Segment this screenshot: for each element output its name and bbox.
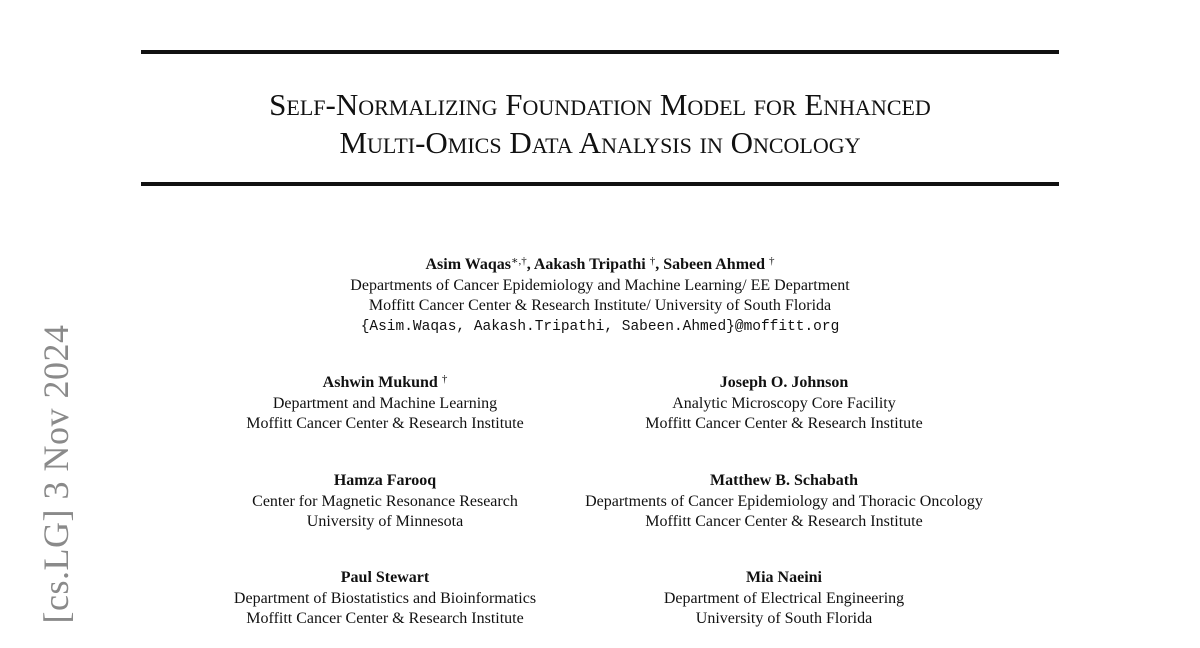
author-department: Center for Magnetic Resonance Research (252, 492, 518, 510)
author-block (540, 568, 1028, 630)
paper-title-line-2: Multi-Omics Data Analysis in Oncology (339, 125, 861, 160)
author-block (170, 373, 600, 435)
title-bottom-rule (141, 182, 1059, 186)
author-department: Department of Electrical Engineering (663, 589, 905, 607)
arxiv-side-stamp: [cs.LG] 3 Nov 2024 (36, 324, 76, 624)
author-department: Department and Machine Learning (272, 394, 498, 412)
title-top-rule (141, 50, 1059, 54)
author-name: Asim Waqas (425, 256, 511, 273)
author-name: Joseph O. Johnson (719, 374, 849, 391)
primary-department: Departments of Cancer Epidemiology and Machine Learning/ EE Department (350, 276, 850, 294)
author-name: Hamza Farooq (333, 472, 437, 489)
author-marks: † (769, 255, 775, 267)
author-block (170, 471, 600, 533)
author-institute: Moffitt Cancer Center & Research Institute (246, 415, 524, 432)
author-marks: † (649, 255, 656, 267)
author-institute: Moffitt Cancer Center & Research Institute (645, 415, 923, 432)
author-department: Department of Biostatistics and Bioinformatics (233, 589, 537, 607)
author-name: Paul Stewart (340, 569, 430, 586)
author-institute: University of South Florida (695, 610, 873, 627)
author-marks: † (441, 373, 448, 385)
author-marks: ∗,† (510, 255, 527, 267)
author-block (170, 568, 600, 630)
primary-author-block (0, 255, 1200, 337)
author-name-line (170, 373, 600, 394)
author-name: Mia Naeini (746, 569, 822, 586)
paper-title (141, 86, 1059, 162)
author-name: Ashwin Mukund (322, 374, 438, 391)
author-institute: University of Minnesota (306, 513, 464, 530)
author-department: Departments of Cancer Epidemiology and Thoracic Oncology (585, 492, 983, 510)
author-institute: Moffitt Cancer Center & Research Institute (246, 610, 524, 627)
author-department: Analytic Microscopy Core Facility (672, 394, 896, 412)
author-block (540, 471, 1028, 533)
author-name: Aakash Tripathi (533, 256, 646, 273)
author-name: Matthew B. Schabath (709, 472, 858, 489)
primary-emails: {Asim.Waqas, Aakash.Tripathi, Sabeen.Ahmed}@moffitt.org (360, 318, 840, 335)
primary-author-names: Asim Waqas∗,†, Aakash Tripathi †, Sabeen Ahmed † (425, 255, 775, 273)
author-name: Sabeen Ahmed (663, 256, 766, 273)
author-institute: Moffitt Cancer Center & Research Institute (645, 513, 923, 530)
author-block (540, 373, 1028, 435)
paper-title-line-1: Self-Normalizing Foundation Model for Enhanced (269, 87, 931, 122)
primary-institute: Moffitt Cancer Center & Research Institute/ University of South Florida (368, 297, 832, 314)
